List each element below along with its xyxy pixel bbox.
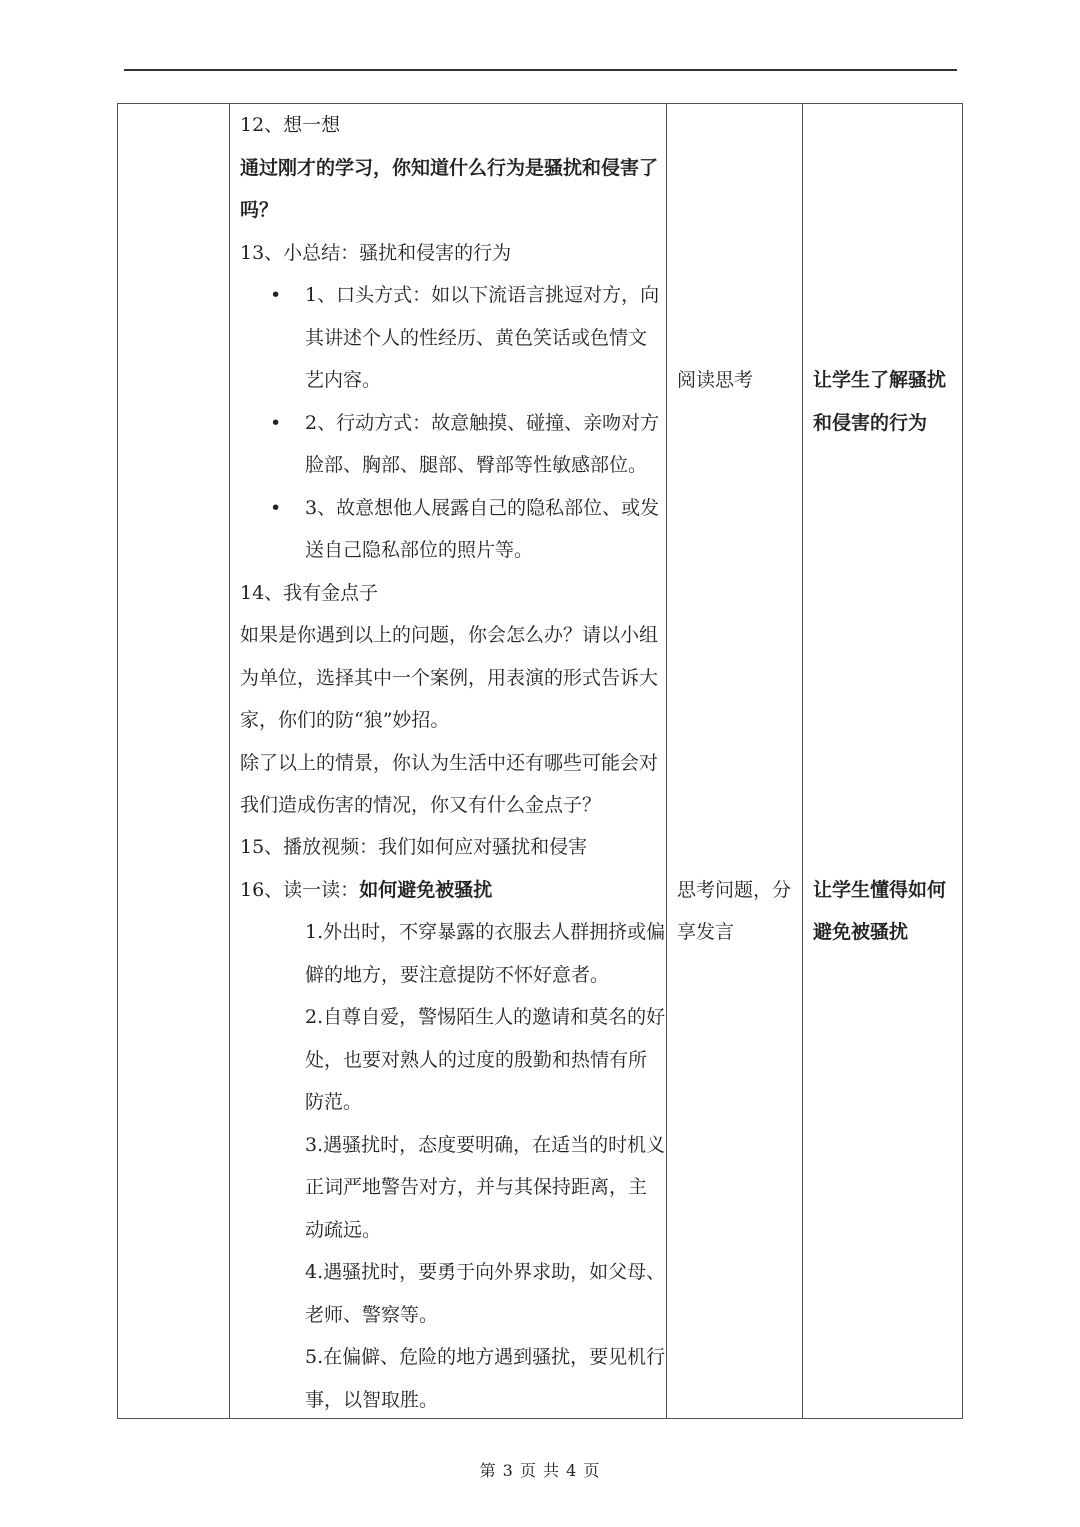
item14-text-line: 我们造成伤害的情况，你又有什么金点子？ — [240, 794, 602, 816]
item12-text-line: 通过刚才的学习，你知道什么行为是骚扰和侵害了 — [240, 157, 659, 179]
item14-text-line: 家，你们的防“狼”妙招。 — [240, 709, 450, 731]
item14-title: 14、我有金点子 — [240, 582, 379, 604]
item13-bullet-line: 1、口头方式：如以下流语言挑逗对方，向 — [305, 284, 660, 306]
column-divider-1 — [229, 104, 230, 1418]
item14-text-line: 为单位，选择其中一个案例，用表演的形式告诉大 — [240, 667, 659, 689]
student-activity-line: 享发言 — [677, 921, 735, 943]
item13-bullet-line: 其讲述个人的性经历、黄色笑话或色情文 — [305, 327, 648, 349]
item16-point-line: 4.遇骚扰时，要勇于向外界求助，如父母、 — [305, 1261, 666, 1283]
item14-text-line: 如果是你遇到以上的问题，你会怎么办？请以小组 — [240, 624, 659, 646]
item16-point-line: 老师、警察等。 — [305, 1304, 439, 1326]
student-activity: 阅读思考 — [677, 369, 754, 391]
item16-point-line: 2.自尊自爱，警惕陌生人的邀请和莫名的好 — [305, 1006, 666, 1028]
item16-number: 16、读一读： — [240, 879, 360, 901]
item13-title: 13、小总结：骚扰和侵害的行为 — [240, 242, 512, 264]
item13-bullet-line: 3、故意想他人展露自己的隐私部位、或发 — [305, 497, 660, 519]
item12-text-line: 吗？ — [240, 199, 279, 221]
lesson-plan-table — [117, 103, 963, 1419]
item13-bullet-line: 2、行动方式：故意触摸、碰撞、亲吻对方 — [305, 412, 660, 434]
item16-point-line: 防范。 — [305, 1091, 363, 1113]
item16-point-line: 正词严地警告对方，并与其保持距离，主 — [305, 1176, 648, 1198]
item13-bullet-line: 脸部、胸部、腿部、臀部等性敏感部位。 — [305, 454, 648, 476]
item16-heading: 如何避免被骚扰 — [359, 879, 493, 901]
item15-title: 15、播放视频：我们如何应对骚扰和侵害 — [240, 836, 588, 858]
item16-point-line: 1.外出时，不穿暴露的衣服去人群拥挤或偏 — [305, 921, 666, 943]
design-intent-line: 避免被骚扰 — [813, 921, 909, 943]
bullet-icon: • — [270, 497, 282, 519]
design-intent-line: 让学生了解骚扰 — [813, 369, 947, 391]
header-rule — [124, 69, 957, 71]
item13-bullet-line: 送自己隐私部位的照片等。 — [305, 539, 534, 561]
page-number-footer: 第 3 页 共 4 页 — [479, 1461, 601, 1480]
item13-bullet-line: 艺内容。 — [305, 369, 382, 391]
item16-point-line: 动疏远。 — [305, 1219, 382, 1241]
item16-point-line: 5.在偏僻、危险的地方遇到骚扰，要见机行 — [305, 1346, 666, 1368]
item16-title — [240, 869, 660, 911]
design-intent-line: 让学生懂得如何 — [813, 879, 947, 901]
item16-point-line: 3.遇骚扰时，态度要明确，在适当的时机义 — [305, 1134, 666, 1156]
item16-point-line: 处，也要对熟人的过度的殷勤和热情有所 — [305, 1049, 648, 1071]
bullet-icon: • — [270, 284, 282, 306]
item16-point-line: 僻的地方，要注意提防不怀好意者。 — [305, 964, 610, 986]
item14-text-line: 除了以上的情景，你认为生活中还有哪些可能会对 — [240, 752, 659, 774]
column-divider-3 — [802, 104, 803, 1418]
student-activity-line: 思考问题，分 — [677, 879, 792, 901]
column-divider-2 — [666, 104, 667, 1418]
item16-point-line: 事，以智取胜。 — [305, 1389, 439, 1411]
bullet-icon: • — [270, 412, 282, 434]
item12-title: 12、想一想 — [240, 114, 341, 136]
design-intent-line: 和侵害的行为 — [813, 412, 928, 434]
